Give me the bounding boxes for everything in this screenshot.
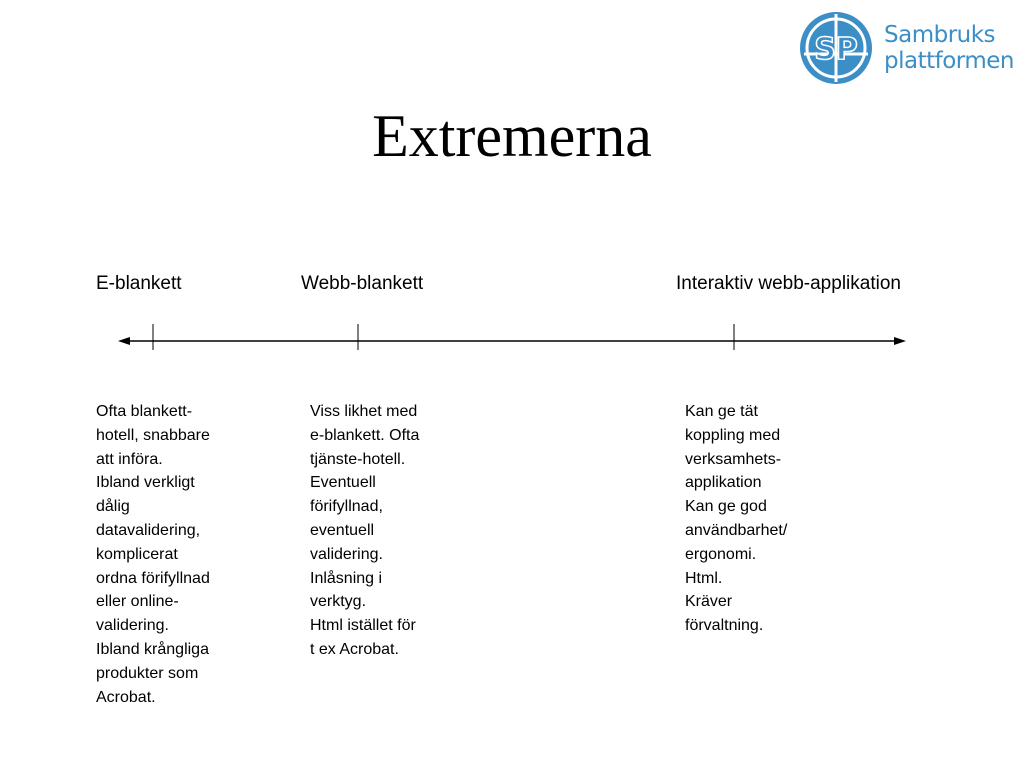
desc-line: Kan ge god	[685, 498, 767, 516]
logo-text-line1: Sambruks	[884, 22, 996, 48]
spectrum-label-e-blankett: E-blankett	[96, 273, 182, 294]
axis-left-arrowhead	[118, 337, 130, 345]
desc-line: Ibland verkligt	[96, 474, 195, 492]
axis-right-arrowhead	[894, 337, 906, 345]
desc-line: e-blankett. Ofta	[310, 426, 420, 444]
desc-line: Kan ge tät	[685, 403, 758, 420]
logo-mark-letters: SP	[814, 32, 858, 67]
desc-line: datavalidering,	[96, 521, 201, 539]
slide-title: Extremerna	[372, 103, 652, 169]
desc-line: förvaltning.	[685, 617, 764, 635]
desc-line: validering.	[96, 617, 169, 635]
description-e-blankett	[96, 400, 256, 709]
desc-line: verksamhets-	[685, 450, 782, 468]
desc-line: ergonomi.	[685, 545, 757, 563]
desc-line: dålig	[96, 498, 130, 516]
spectrum-label-interaktiv-webb-applikation: Interaktiv webb-applikation	[676, 273, 901, 294]
desc-line: Acrobat.	[96, 688, 156, 706]
desc-line: Ofta blankett-	[96, 403, 193, 420]
desc-line: Ibland krångliga	[96, 640, 209, 658]
desc-line: Kräver	[685, 593, 733, 611]
desc-line: Viss likhet med	[310, 403, 418, 420]
logo-text-line2: plattformen	[884, 48, 1014, 74]
desc-line: verktyg.	[310, 593, 367, 611]
desc-line: validering.	[310, 545, 383, 563]
desc-line: Eventuell	[310, 474, 376, 492]
desc-line: applikation	[685, 474, 762, 492]
desc-line: t ex Acrobat.	[310, 640, 399, 658]
logo-mark-icon	[798, 10, 878, 88]
spectrum-axis	[0, 300, 1024, 360]
desc-line: att införa.	[96, 450, 163, 468]
spectrum-label-webb-blankett: Webb-blankett	[301, 273, 424, 294]
desc-line: förifyllnad,	[310, 498, 383, 516]
desc-line: produkter som	[96, 664, 199, 682]
description-webb-blankett	[310, 400, 470, 662]
sambruksplattformen-logo	[798, 10, 1014, 88]
desc-line: hotell, snabbare	[96, 426, 210, 444]
desc-line: Html.	[685, 569, 723, 587]
desc-line: eventuell	[310, 521, 375, 539]
desc-line: Html istället för	[310, 617, 416, 635]
desc-line: användbarhet/	[685, 521, 788, 539]
description-interaktiv	[685, 400, 845, 638]
desc-line: ordna förifyllnad	[96, 569, 210, 587]
desc-line: eller online-	[96, 593, 179, 611]
desc-line: Inlåsning i	[310, 569, 383, 587]
desc-line: koppling med	[685, 426, 781, 444]
desc-line: komplicerat	[96, 545, 178, 563]
desc-line: tjänste-hotell.	[310, 450, 406, 468]
